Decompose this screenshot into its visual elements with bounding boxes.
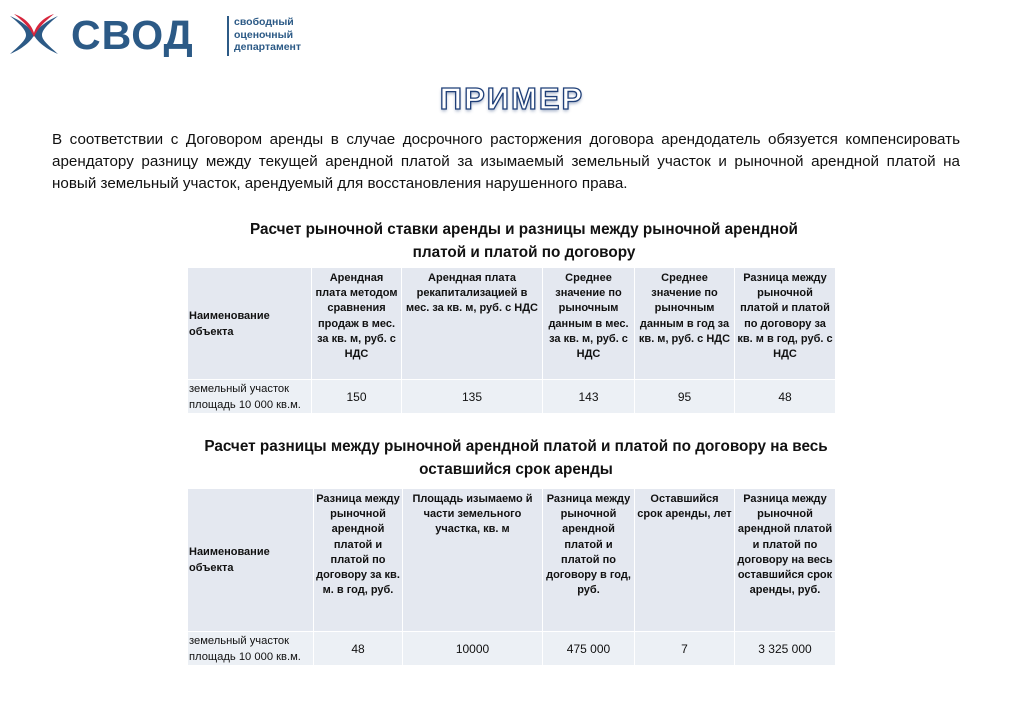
header-cell: Разница между рыночной арендной платой и платой по договору на весь оставшийся срок аренды, руб. [735,489,836,632]
table-cell: 48 [735,380,836,414]
table-cell: 48 [314,632,403,666]
table-cell: 95 [635,380,735,414]
market-rate-table [187,267,836,414]
table-cell: 475 000 [543,632,635,666]
header-cell: Арендная плата рекапитализацией в мес. за кв. м, руб. с НДС [402,268,543,380]
header-cell: Разница между рыночной платой и платой по договору за кв. м в год, руб. с НДС [735,268,836,380]
table-cell: 150 [312,380,402,414]
table-row [188,380,836,414]
header-object-name: Наименование объекта [188,489,314,632]
header-cell: Разница между рыночной арендной платой и платой по договору в год, руб. [543,489,635,632]
header-cell: Среднее значение по рыночным данным в год за кв. м, руб. с НДС [635,268,735,380]
header-object-name: Наименование объекта [188,268,312,380]
remaining-term-table [187,488,836,666]
header-cell: Площадь изымаемо й части земельного участка, кв. м [403,489,543,632]
logo-tagline-line: оценочный [234,28,294,41]
row-object-name: земельный участок площадь 10 000 кв.м. [188,380,312,414]
intro-paragraph: В соответствии с Договором аренды в случае досрочного расторжения договора арендодатель обязуется компенсировать арендатору разницу между текущей арендной платой за изымаемый земельный участок и рыночной арендной платой на новый земельный участок, арендуемый для восстановления нарушенного права. [52,131,960,192]
header-cell: Оставшийся срок аренды, лет [635,489,735,632]
header-cell: Арендная плата методом сравнения продаж в мес. за кв. м, руб. с НДС [312,268,402,380]
header-cell: Разница между рыночной арендной платой и платой по договору за кв. м. в год, руб. [314,489,403,632]
table-cell: 143 [543,380,635,414]
table-cell: 7 [635,632,735,666]
table-row [188,632,836,666]
table2-title: Расчет разницы между рыночной арендной платой и платой по договору на весь оставшийся срок аренды [204,438,828,478]
page-title: ПРИМЕР [439,81,585,116]
table-cell: 10000 [403,632,543,666]
logo-divider [227,16,229,56]
table-cell: 135 [402,380,543,414]
logo-mark-icon [8,12,60,58]
header-cell: Среднее значение по рыночным данным в мес. за кв. м, руб. с НДС [543,268,635,380]
logo-wordmark: СВОД [71,12,194,58]
table1-title: Расчет рыночной ставки аренды и разницы между рыночной арендной платой и платой по договору [250,221,798,261]
logo-tagline-line: свободный [234,16,294,28]
row-object-name: земельный участок площадь 10 000 кв.м. [188,632,314,666]
table-header-row [188,268,836,380]
table-cell: 3 325 000 [735,632,836,666]
table-header-row [188,489,836,632]
logo-tagline [234,16,301,54]
brand-logo [8,12,338,60]
logo-tagline-line: департамент [234,41,302,54]
